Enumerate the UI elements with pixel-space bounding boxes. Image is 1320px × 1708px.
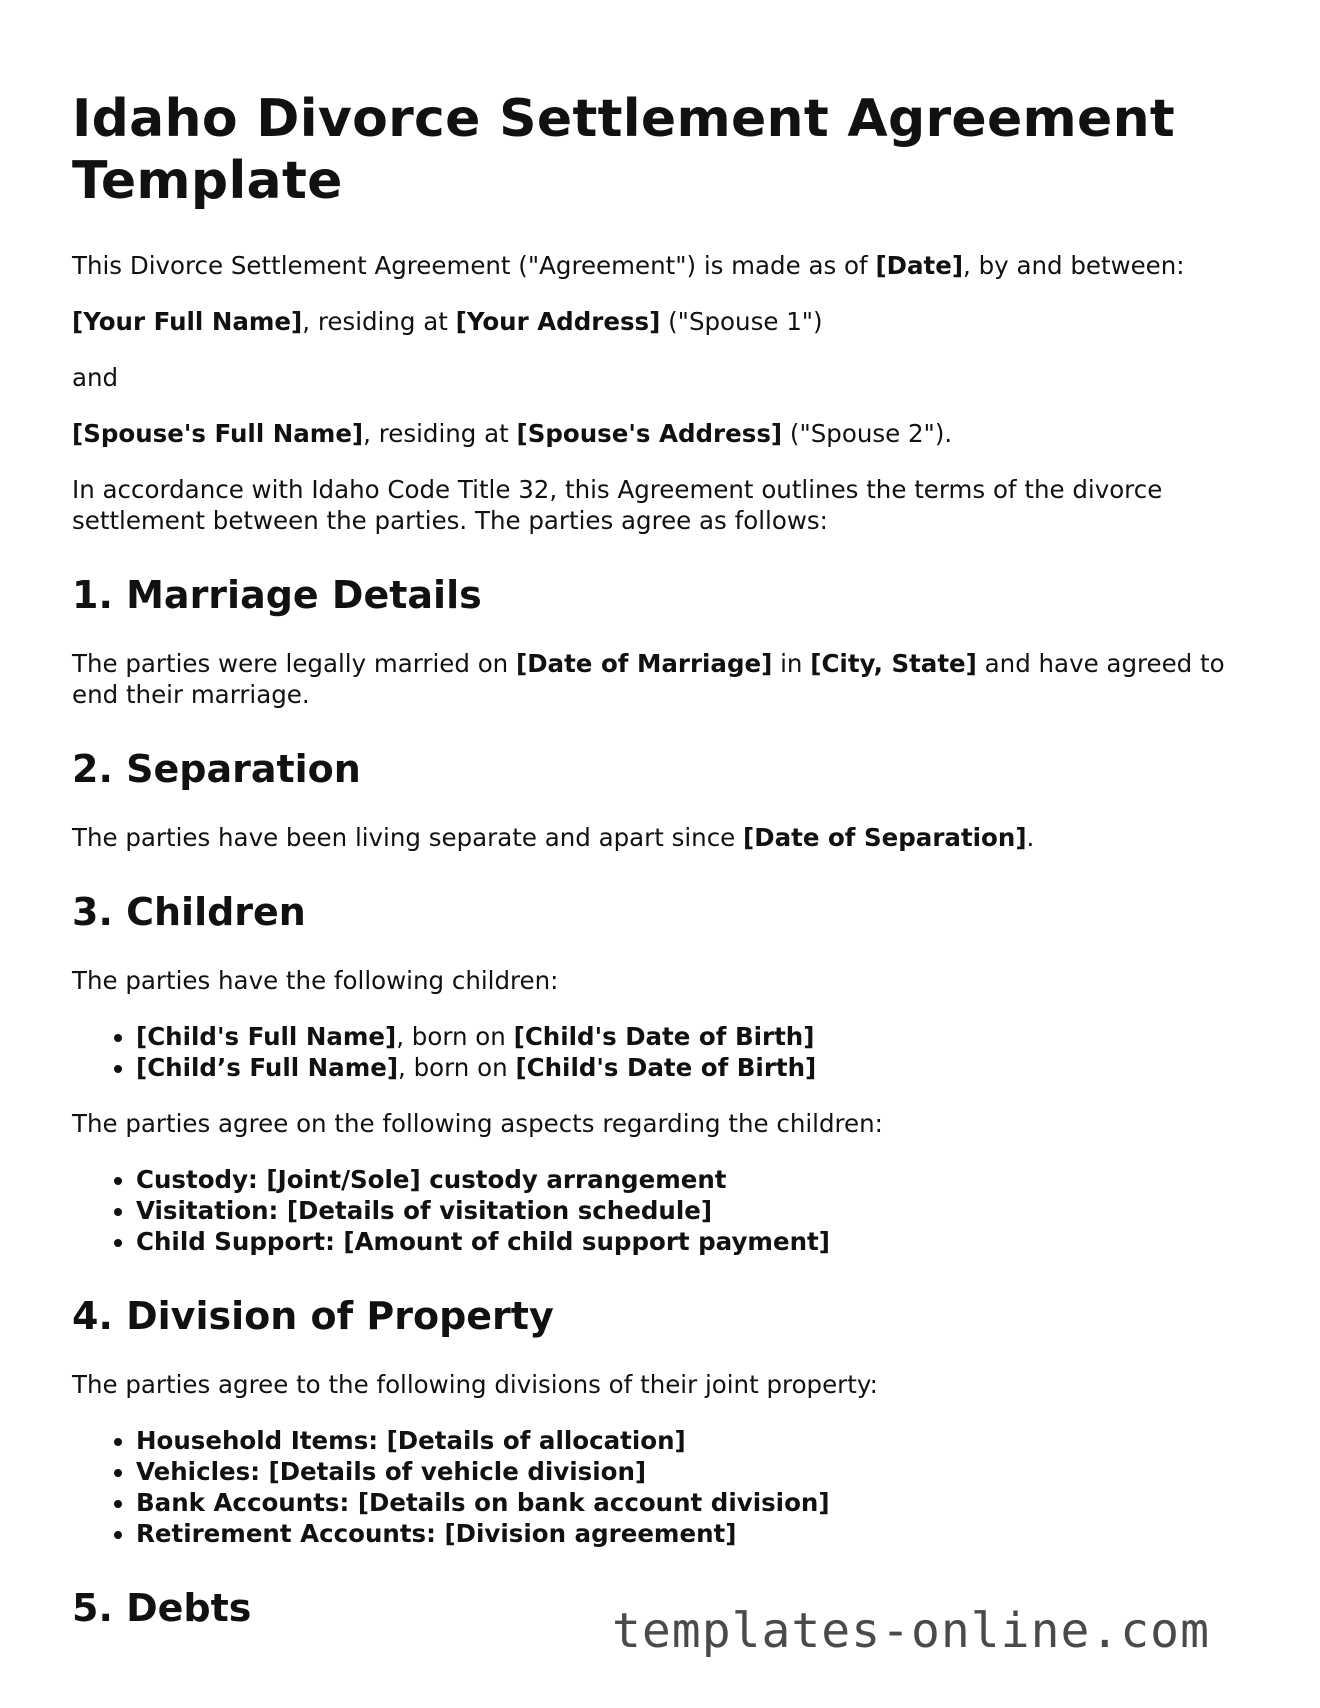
spouse1-name: [Your Full Name] — [72, 307, 303, 336]
spouse2-paragraph: [Spouse's Full Name], residing at [Spouse's Address] ("Spouse 2"). — [72, 419, 953, 448]
and-paragraph: and — [72, 363, 119, 392]
spouse2-address: [Spouse's Address] — [516, 419, 783, 448]
section-heading-marriage: 1. Marriage Details — [72, 573, 482, 617]
separation-date: [Date of Separation] — [743, 823, 1027, 852]
section-heading-separation: 2. Separation — [72, 747, 361, 791]
document-page — [72, 88, 1252, 1661]
children-list — [72, 1021, 1252, 1083]
children-aspects-list — [72, 1164, 1252, 1257]
section-heading-children: 3. Children — [72, 890, 306, 934]
section-heading-debts: 5. Debts — [72, 1586, 252, 1630]
list-item: • Retirement Accounts: [Division agreement] — [136, 1518, 1252, 1549]
list-item: • Visitation: [Details of visitation schedule] — [136, 1195, 1252, 1226]
list-item: • [Child’s Full Name], born on [Child's Date of Birth] — [136, 1052, 1252, 1083]
list-item: • Vehicles: [Details of vehicle division] — [136, 1456, 1252, 1487]
list-item: • Household Items: [Details of allocation] — [136, 1425, 1252, 1456]
spouse2-name: [Spouse's Full Name] — [72, 419, 364, 448]
spouse1-address: [Your Address] — [455, 307, 661, 336]
preamble-paragraph: In accordance with Idaho Code Title 32, this Agreement outlines the terms of the divorce settlement between the parties. The parties agree as follows: — [72, 475, 1163, 535]
list-item: • [Child's Full Name], born on [Child's Date of Birth] — [136, 1021, 1252, 1052]
spouse1-paragraph: [Your Full Name], residing at [Your Address] ("Spouse 1") — [72, 307, 823, 336]
property-intro: The parties agree to the following divisions of their joint property: — [72, 1370, 878, 1399]
intro-paragraph: This Divorce Settlement Agreement ("Agreement") is made as of [Date], by and between: — [72, 251, 1185, 280]
children-intro: The parties have the following children: — [72, 966, 559, 995]
list-item: • Child Support: [Amount of child support payment] — [136, 1226, 1252, 1257]
marriage-paragraph: The parties were legally married on [Date of Marriage] in [City, State] and have agreed to end their marriage. — [72, 649, 1225, 709]
marriage-date: [Date of Marriage] — [516, 649, 773, 678]
section-heading-property: 4. Division of Property — [72, 1294, 554, 1338]
marriage-place: [City, State] — [810, 649, 977, 678]
property-list — [72, 1425, 1252, 1549]
document-title: Idaho Divorce Settlement Agreement Template — [72, 89, 1176, 211]
list-item: • Bank Accounts: [Details on bank account division] — [136, 1487, 1252, 1518]
list-item: • Custody: [Joint/Sole] custody arrangement — [136, 1164, 1252, 1195]
watermark: templates-online.com — [612, 1603, 1210, 1659]
separation-paragraph: The parties have been living separate and apart since [Date of Separation]. — [72, 823, 1035, 852]
date-placeholder: [Date] — [875, 251, 964, 280]
children-aspects-intro: The parties agree on the following aspects regarding the children: — [72, 1109, 883, 1138]
